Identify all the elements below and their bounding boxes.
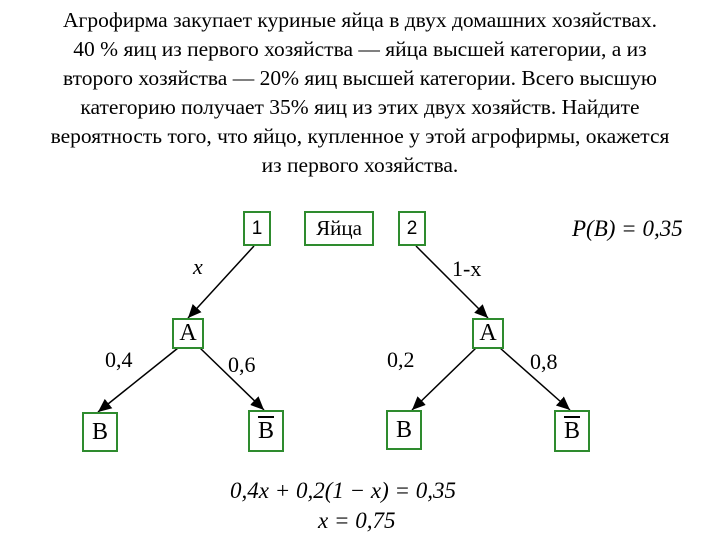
leaf-bbar1 [248,410,284,452]
problem-line: Агрофирма закупает куриные яйца в двух домашних хозяйствах. [63,8,657,32]
farm2-box [398,211,426,246]
node-a2-label: A [479,320,497,346]
problem-line: 40 % яиц из первого хозяйства — яйца высшей категории, а из [73,37,647,61]
leaf-b2-label: B [395,416,412,443]
equation-line-2: x = 0,75 [318,508,396,533]
farm1-box [243,211,271,246]
problem-line: вероятность того, что яйцо, купленное у этой агрофирмы, окажется [50,124,670,148]
leaf-bbar2 [554,410,590,452]
node-a2 [472,318,504,349]
prob-bbar1: 0,6 [228,352,256,377]
leaf-b1-label: B [91,418,108,445]
branch2-prob: 1-x [452,256,482,281]
farm2-label: 2 [406,217,418,239]
branch-a2-to-b [412,348,476,410]
leaf-b2 [386,410,422,450]
prob-b2: 0,2 [387,347,415,372]
leaf-bbar2-label: $\overline{B}$ [563,417,580,444]
prob-b1: 0,4 [105,347,133,372]
farm1-label: 1 [251,217,263,239]
root-box [304,211,374,246]
problem-line: категорию получает 35% яиц из этих двух хозяйств. Найдите [80,95,640,119]
equation-line-1: 0,4x + 0,2(1 − x) = 0,35 [230,478,457,503]
problem-line: из первого хозяйства. [261,153,459,177]
prob-bbar2: 0,8 [530,349,558,374]
branch1-prob: x [193,254,203,279]
p-of-b: P(B) = 0,35 [572,216,683,241]
leaf-bbar1-label: $\overline{B}$ [257,417,274,444]
problem-line: второго хозяйства — 20% яиц высшей категории. Всего высшую [63,66,657,90]
root-label: Яйца [316,216,362,240]
leaf-b1 [82,412,118,452]
node-a1-label: A [179,320,197,346]
node-a1 [172,318,204,349]
